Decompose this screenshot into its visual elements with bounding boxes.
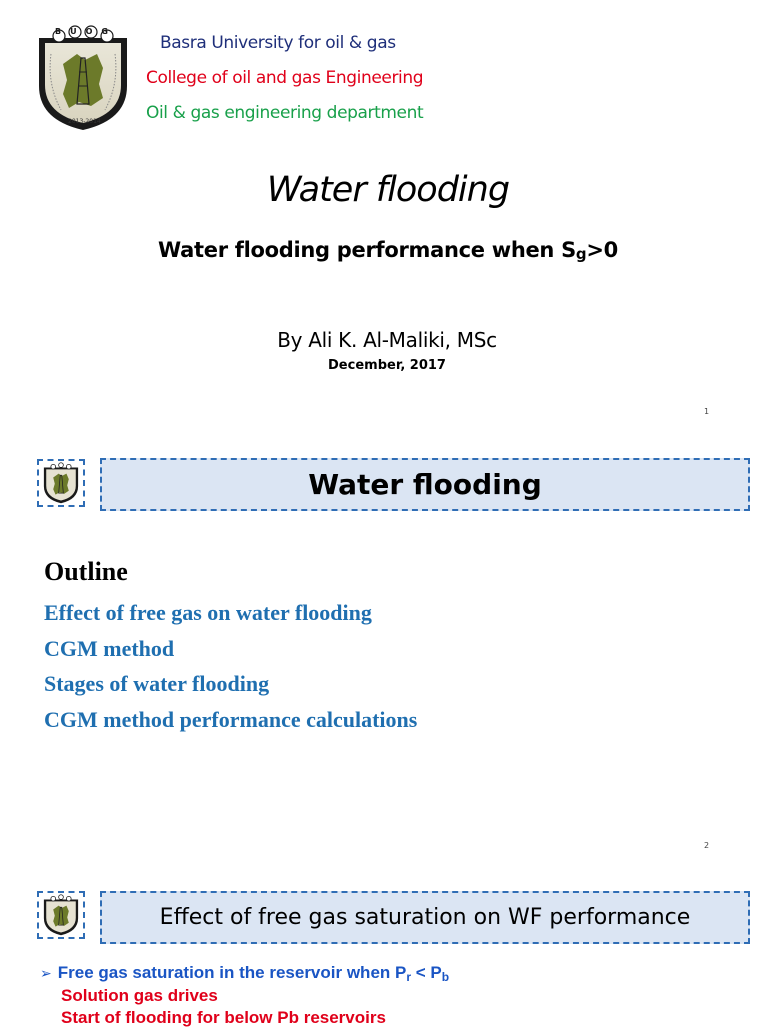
outline-item-2: CGM method <box>44 636 175 661</box>
presentation-subtitle <box>0 238 768 262</box>
red-line-2: Start of flooding for below Pb reservoirs <box>61 1008 386 1027</box>
title-slide <box>0 0 768 430</box>
slide-logo-box <box>37 459 85 507</box>
page-number-2: 2 <box>704 841 710 850</box>
arrow-bullet-icon: ➢ <box>40 966 52 982</box>
bullet-subscript-r: r <box>406 970 412 984</box>
university-logo-small <box>41 462 81 504</box>
logo-ring-text: BUOG <box>55 27 117 36</box>
slide-banner-title-2: Effect of free gas saturation on WF performance <box>100 891 750 944</box>
outline-item-4: CGM method performance calculations <box>44 707 418 732</box>
date-line: December, 2017 <box>328 358 446 373</box>
author-line: By Ali K. Al-Maliki, MSc <box>277 328 497 352</box>
presentation-title: Water flooding <box>266 170 510 210</box>
subtitle-tail: >0 <box>586 238 618 262</box>
university-name: Basra University for oil & gas <box>160 33 396 53</box>
university-logo-small-2 <box>41 894 81 936</box>
outline-heading: Outline <box>44 557 128 586</box>
bullet-subscript-b: b <box>441 970 450 984</box>
slide-logo-box-2 <box>37 891 85 939</box>
page-number: 1 <box>704 407 710 416</box>
outline-item-1: Effect of free gas on water flooding <box>44 600 372 625</box>
college-name: College of oil and gas Engineering <box>146 68 424 88</box>
department-name: Oil & gas engineering department <box>146 103 424 123</box>
subtitle-main: Water flooding performance when S <box>158 238 576 262</box>
bullet-text-main: Free gas saturation in the reservoir when P <box>57 963 407 982</box>
slide-banner-title: Water flooding <box>100 458 750 511</box>
bullet-text-mid: < P <box>411 963 442 982</box>
subtitle-subscript: g <box>575 245 587 263</box>
outline-item-3: Stages of water flooding <box>44 671 270 696</box>
red-line-1: Solution gas drives <box>61 986 218 1005</box>
university-logo <box>33 24 133 132</box>
bullet-item <box>40 963 449 983</box>
logo-years: 2013-2014 <box>68 118 101 125</box>
